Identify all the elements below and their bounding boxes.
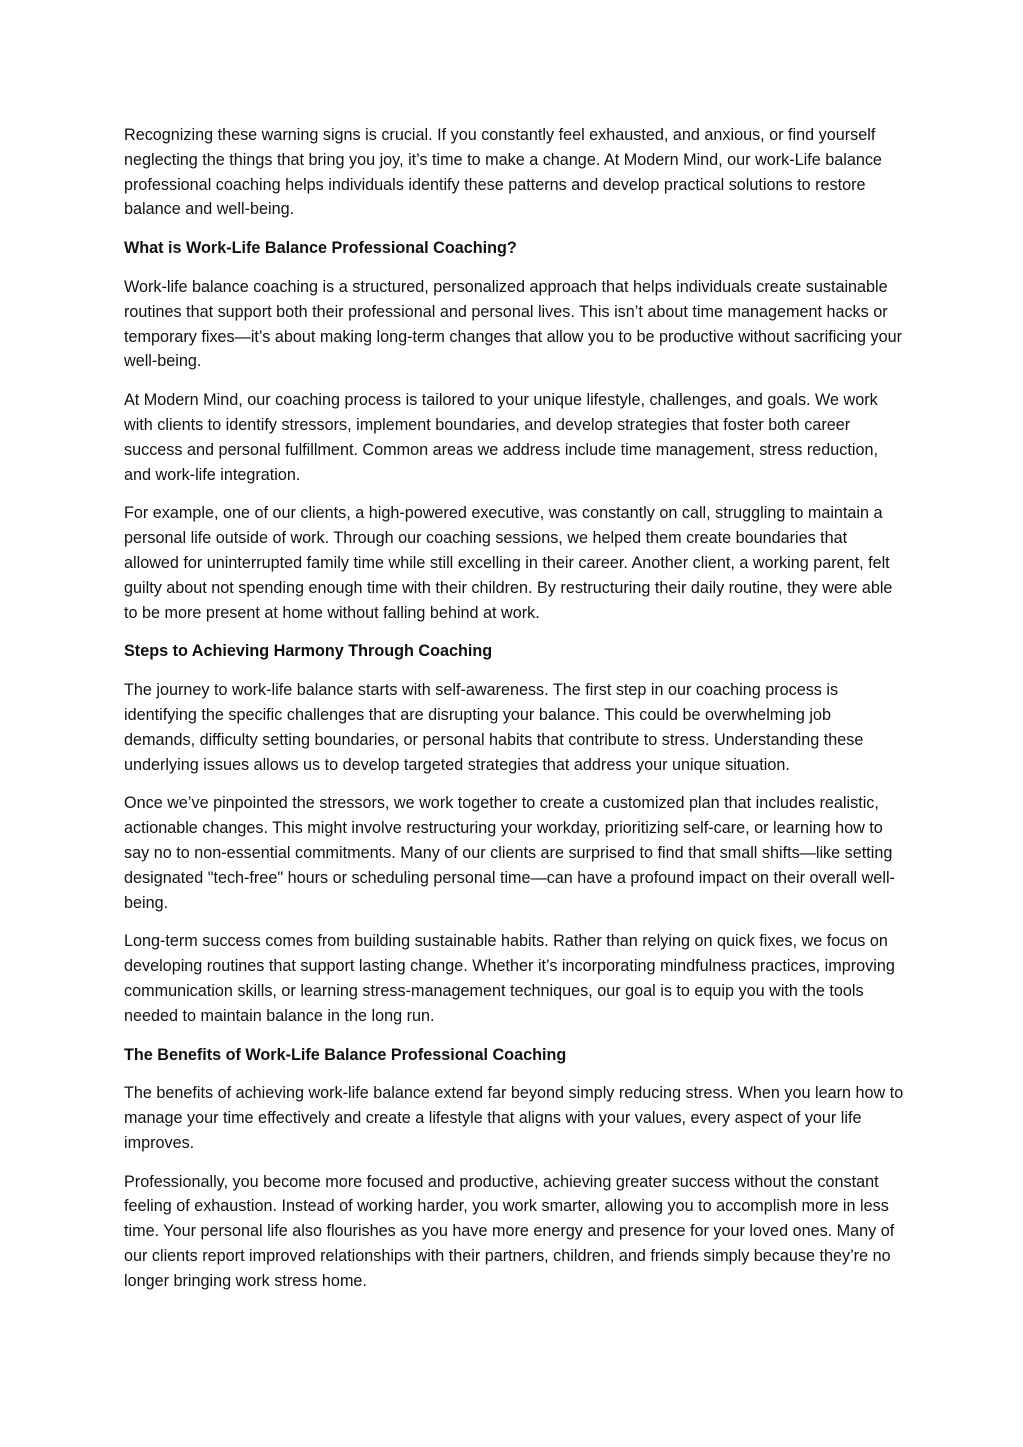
paragraph-sustainable-habits: Long-term success comes from building sustainable habits. Rather than relying on quick fixes, we focus on developing routines that support lasting change. Whether it’s incorporating mindfulness practices, improving communication skills, or learning stress-management techniques, our goal is to equip you with the tools needed to maintain balance in the long run. [124, 932, 895, 1025]
paragraph-client-examples: For example, one of our clients, a high-powered executive, was constantly on call, struggling to maintain a personal life outside of work. Through our coaching sessions, we helped them create boundaries that allowed for uninterrupted family time while still excelling in their career. Another client, a working parent, felt guilty about not spending enough time with their children. By restructuring their daily routine, they were able to be more present at home without falling behind at work. [124, 504, 893, 622]
paragraph-customized-plan: Once we’ve pinpointed the stressors, we work together to create a customized plan that includes realistic, actionable changes. This might involve restructuring your workday, prioritizing self-care, or learning how to say no to non-essential commitments. Many of our clients are surprised to find that small shifts—like setting designated "tech-free" hours or scheduling personal time—can have a profound impact on their overall well-being. [124, 794, 895, 912]
heading-what-is-coaching: What is Work-Life Balance Professional Coaching? [124, 239, 517, 258]
paragraph-professional-benefits: Professionally, you become more focused and productive, achieving greater success without the constant feeling of exhaustion. Instead of working harder, you work smarter, allowing you to accomplish more in less time. Your personal life also flourishes as you have more energy and presence for your loved ones. Many of our clients report improved relationships with their partners, children, and friends simply because they’re no longer bringing work stress home. [124, 1172, 895, 1290]
paragraph-coaching-process: At Modern Mind, our coaching process is tailored to your unique lifestyle, challenges, and goals. We work with clients to identify stressors, implement boundaries, and develop strategies that foster both career success and personal fulfillment. Common areas we address include time management, stress reduction, and work-life integration. [124, 391, 878, 484]
heading-benefits: The Benefits of Work-Life Balance Professional Coaching [124, 1045, 567, 1064]
paragraph-warning-signs: Recognizing these warning signs is crucial. If you constantly feel exhausted, and anxious, or find yourself neglecting the things that bring you joy, it’s time to make a change. At Modern Mind, our work-Life balance professional coaching helps individuals identify these patterns and develop practical solutions to restore balance and well-being. [124, 126, 882, 219]
heading-steps-harmony: Steps to Achieving Harmony Through Coaching [124, 642, 493, 661]
document-page [124, 123, 904, 1308]
paragraph-benefits-overview: The benefits of achieving work-life balance extend far beyond simply reducing stress. When you learn how to manage your time effectively and create a lifestyle that aligns with your values, every aspect of your life improves. [124, 1084, 904, 1152]
paragraph-self-awareness: The journey to work-life balance starts with self-awareness. The first step in our coaching process is identifying the specific challenges that are disrupting your balance. This could be overwhelming job demands, difficulty setting boundaries, or personal habits that contribute to stress. Understanding these underlying issues allows us to develop targeted strategies that address your unique situation. [124, 681, 864, 774]
paragraph-coaching-definition: Work-life balance coaching is a structured, personalized approach that helps individuals create sustainable routines that support both their professional and personal lives. This isn’t about time management hacks or temporary fixes—it’s about making long-term changes that allow you to be productive without sacrificing your well-being. [124, 277, 902, 371]
